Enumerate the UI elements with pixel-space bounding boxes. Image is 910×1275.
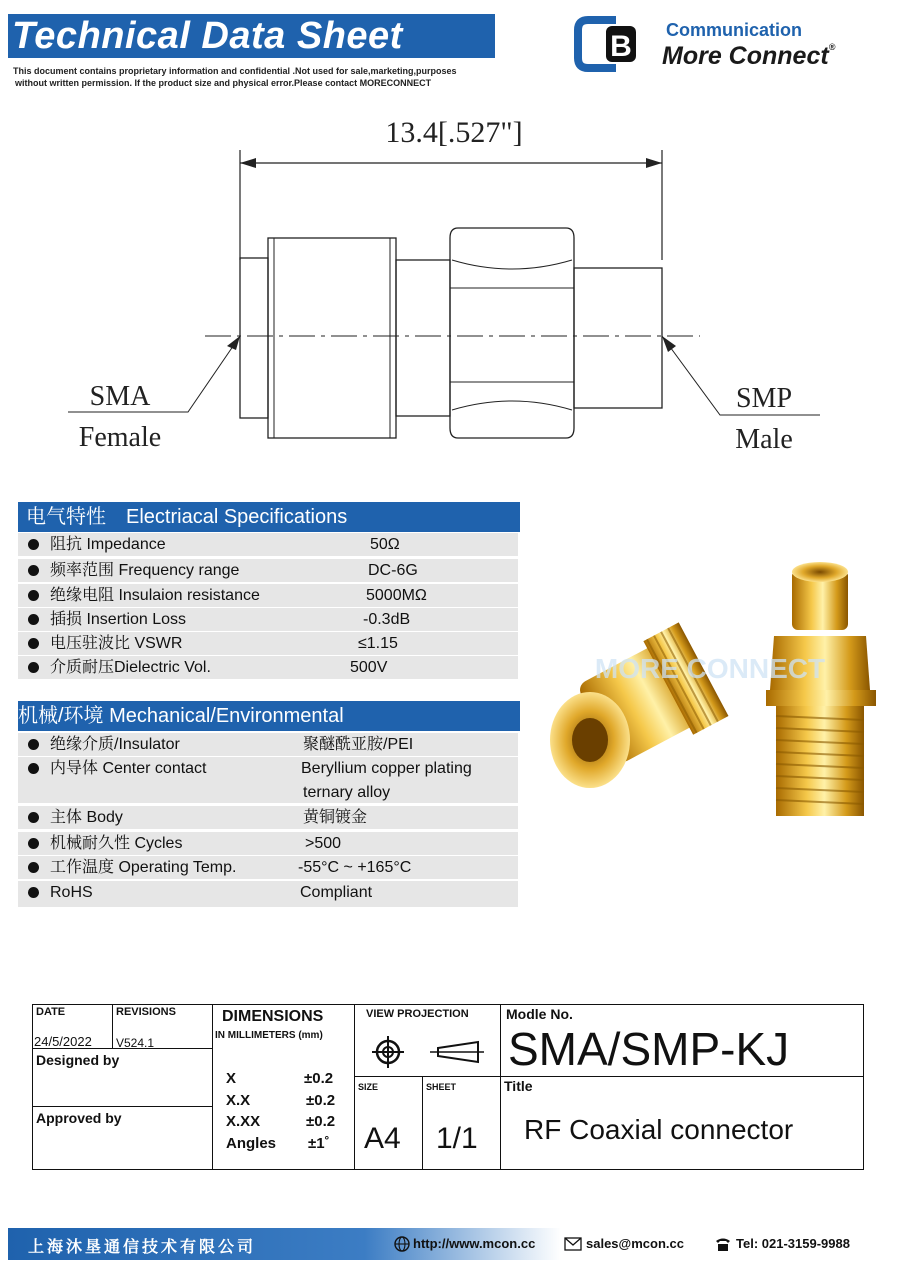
date-value: 24/5/2022: [34, 1034, 92, 1049]
designed-by-label: Designed by: [36, 1052, 120, 1068]
photo-watermark: MORE CONNECT: [594, 653, 826, 684]
mechanical-spec-heading: 机械/环境 Mechanical/Environmental: [18, 701, 520, 731]
smp-label: SMP: [735, 383, 793, 414]
female-label: Female: [78, 422, 162, 453]
tol-xxx: X.XX: [226, 1113, 261, 1130]
size-value: A4: [364, 1122, 401, 1155]
tol-angles: Angles: [226, 1135, 277, 1152]
tol-x-value: ±0.2: [304, 1070, 334, 1087]
technical-drawing: [60, 110, 820, 470]
tol-xx-value: ±0.2: [306, 1092, 336, 1109]
dimensions-unit: IN MILLIMETERS (mm): [215, 1030, 323, 1041]
confidentiality-notice-1: This document contains proprietary information and confidential .Not used for sale,marketing,purposes: [13, 66, 457, 76]
product-photo: [530, 540, 900, 840]
tol-angles-value: ±1˚: [308, 1135, 330, 1152]
date-label: DATE: [36, 1006, 66, 1018]
approved-by-label: Approved by: [36, 1110, 122, 1126]
revisions-label: REVISIONS: [116, 1006, 176, 1018]
revisions-value: V524.1: [116, 1036, 155, 1050]
spec-row: 主体 Body 黄铜镀金: [18, 806, 518, 829]
spec-row: 介质耐压Dielectric Vol. 500V: [18, 656, 518, 679]
title-block: [32, 1004, 864, 1170]
globe-icon: [394, 1236, 410, 1257]
projection-symbol-icon: [368, 1034, 488, 1075]
spec-row: 绝缘电阻 Insulaion resistance 5000MΩ: [18, 584, 518, 607]
size-label: SIZE: [358, 1082, 379, 1092]
logo-more-connect-text: More Connect: [662, 42, 829, 70]
title-label: Title: [504, 1078, 533, 1094]
footer-tel[interactable]: Tel: 021-3159-9988: [736, 1236, 850, 1251]
tol-x: X: [226, 1070, 237, 1087]
male-label: Male: [735, 424, 793, 455]
company-logo: [574, 16, 654, 72]
spec-row: 阻抗 Impedance 50Ω: [18, 533, 518, 556]
spec-row: 插损 Insertion Loss -0.3dB: [18, 608, 518, 631]
sheet-label: SHEET: [426, 1082, 457, 1092]
product-title: RF Coaxial connector: [524, 1114, 794, 1145]
footer-website[interactable]: http://www.mcon.cc: [413, 1236, 536, 1251]
spec-row: 绝缘介质/Insulator 聚醚酰亚胺/PEI: [18, 733, 518, 756]
footer-email[interactable]: sales@mcon.cc: [586, 1236, 684, 1251]
sheet-value: 1/1: [436, 1122, 478, 1155]
spec-row: 频率范围 Frequency range DC-6G: [18, 559, 518, 582]
tol-xxx-value: ±0.2: [306, 1113, 336, 1130]
page-title: Technical Data Sheet: [12, 15, 403, 57]
dimensions-label: DIMENSIONS: [222, 1008, 324, 1025]
model-label: Modle No.: [506, 1006, 573, 1022]
view-projection-label: VIEW PROJECTION: [366, 1008, 469, 1020]
electrical-heading-en: Electriacal Specifications: [126, 506, 348, 528]
tol-xx: X.X: [226, 1092, 251, 1109]
sma-label: SMA: [89, 381, 151, 412]
phone-icon: [714, 1236, 732, 1257]
model-number: SMA/SMP-KJ: [508, 1023, 790, 1075]
logo-more-connect: [662, 42, 835, 71]
spec-row: RoHS Compliant: [18, 881, 518, 907]
email-icon: [564, 1237, 582, 1256]
spec-row: 机械耐久性 Cycles >500: [18, 832, 518, 855]
spec-row: 内导体 Center contact Beryllium copper plating ternary alloy: [18, 757, 518, 803]
logo-mark: B: [610, 30, 632, 63]
dimension-label: 13.4[.527"]: [385, 116, 523, 149]
spec-row: 电压驻波比 VSWR ≤1.15: [18, 632, 518, 655]
logo-communication: Communication: [666, 20, 803, 40]
electrical-heading-cn: 电气特性: [26, 506, 106, 528]
electrical-spec-heading: [18, 502, 520, 532]
footer-company: 上海沐垦通信技术有限公司: [28, 1239, 257, 1256]
registered-mark: ®: [828, 42, 836, 52]
spec-row: 工作温度 Operating Temp. -55°C ~ +165°C: [18, 856, 518, 879]
confidentiality-notice-2: without written permission. If the product size and physical error.Please contact MORECONNECT: [15, 78, 432, 88]
